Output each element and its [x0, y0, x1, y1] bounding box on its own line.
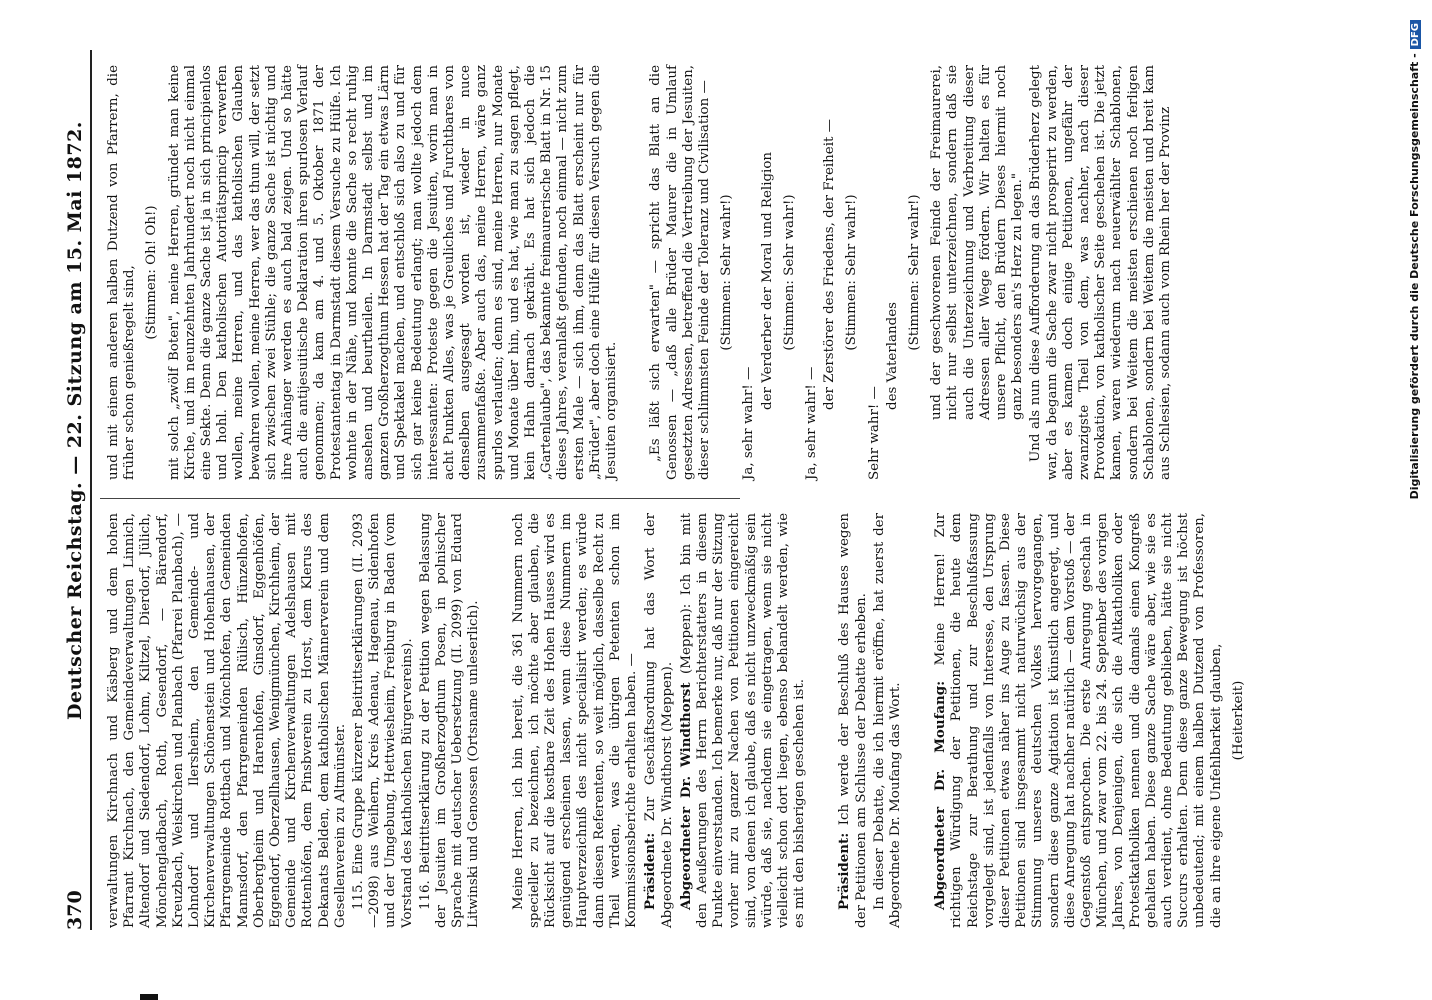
paragraph: Meine Herren, ich bin bereit, die 361 Nummern noch specieller zu bezeichnen, ich möchte aber glauben, die Rücksicht auf die kostbare Zeit des Hohen Hauses wird es genügend erscheinen lassen, wenn diese Nummern im Hauptverzeichniß des nicht specialisirt werden; es würde dann diesen Referenten, so weit möglich, dasselbe Recht zu Theil werden, was die übrigen Petenten schon im Kommissionsberichte erhalten haben. —: [510, 513, 640, 928]
column-divider: [100, 498, 740, 499]
left-column: [106, 513, 1253, 928]
speech-text: Zur Geschäftsordnung hat das Wort der Abgeordnete Dr. Windthorst (Meppen).: [643, 513, 675, 928]
quote-line: des Vaterlandes: [884, 301, 900, 410]
speaker-label: Abgeordneter Dr. Windthorst: [677, 682, 694, 910]
paragraph-speech: [642, 513, 675, 928]
quote-paragraph: und der geschworenen Feinde der Freimaurerei, nicht nur selbst unterzeichnen, sondern daß sie auch die Unterzeichnung und Verbreitung dieser Adressen aller Wege fördern. Wir halten es für unsere Pflicht, den Brüdern Dieses hiermit noch ganz besonders an's Herz zu legen.": [929, 65, 1026, 420]
quote-paragraph: „Es läßt sich erwarten" — spricht das Blatt an die Genossen — „daß alle Brüder Maurer die in Umlauf gesetzten Adressen, betreffend die Vertreibung der Jesuiten, dieser schlimmsten Feinde der Toleranz und Civilisation —: [648, 65, 712, 480]
paragraph-speech: [836, 513, 869, 928]
interjection: (Stimmen: Oh! Oh!): [144, 205, 160, 340]
quote-line: der Verderber der Moral und Religion: [759, 151, 775, 410]
paragraph: und mit einem anderen halben Dutzend von Pfarrern, die früher schon genießregelt sind,: [106, 65, 138, 480]
paragraph: 116. Beitrittserklärung zu der Petition wegen Belassung der Jesuiten im Großherzogthum Posen, in polnischer Sprache mit deutscher Uebersetzung (II. 2099) von Eduard Litwinski und Genossen (Ortsname unleserlich).: [417, 513, 482, 928]
paragraph: Ja, sehr wahr! —: [741, 366, 757, 480]
paragraph: Ja, sehr wahr! —: [803, 366, 819, 480]
interjection: (Stimmen: Sehr wahr!): [719, 194, 735, 351]
scan-edge-mark: [140, 994, 158, 1000]
interjection: (Heiterkeit): [1230, 680, 1246, 761]
footer-text: Digitalisierung gefördert durch die Deutsche Forschungsgemeinschaft -: [1408, 53, 1421, 500]
paragraph: In dieser Debatte, die ich hiermit eröffne, hat zuerst der Abgeordnete Dr. Moufang das Wort.: [871, 513, 903, 928]
paragraph-speech: [932, 513, 1225, 928]
dfg-badge: DFG: [1410, 20, 1421, 49]
speaker-label: Präsident:: [642, 832, 659, 910]
digitization-footer: [1408, 0, 1428, 1000]
interjection: (Stimmen: Sehr wahr!): [906, 194, 922, 351]
page-header: [64, 50, 92, 930]
speech-text: Meine Herren! Zur richtigen Würdigung der Petitionen, die heute dem Reichstage zur Berathung und zur Beschlußfassung vorgelegt sind, ist jedenfalls von Interesse, den Ursprung dieser Petitionen etwas näher ins Auge zu fassen. Diese Petitionen sind insgesammt nicht naturwüchsig aus der Stimmung unseres deutschen Volkes hervorgegangen, sondern diese ganze Agitation ist künstlich angeregt, und diese Anregung hat nachher natürlich — dem Vorstoß — der Gegenstoß entsprochen. Die erste Anregung geschah in München, und zwar vom 22. bis 24. September des vorigen Jahres, von Denjenigen, die sich die Altkatholiken oder Protestkatholiken nennen und die damals einen Kongreß gehalten haben. Diese ganze Sache wäre aber, wie sie es auch verdient, ohne Bedeutung geblieben, hätte sie nicht Succurs erhalten. Denn diese ganze Bewegung ist höchst unbedeutend; mit einem halben Dutzend von Professoren, die an ihre eigene Unfehlbarkeit glauben,: [933, 512, 1224, 928]
interjection: (Stimmen: Sehr wahr!): [844, 194, 860, 351]
running-title: Deutscher Reichstag. — 22. Sitzung am 15. Mai 1872.: [64, 121, 86, 720]
paragraph: Sehr wahr! —: [866, 386, 882, 480]
speech-text: (Meppen): Ich bin mit den Aeußerungen des Herrn Berichterstatters in diesem Punkte einverstanden. Ich bemerke nur, daß nur der Sitzung vorher mir zu ganzer Nachen von Petitionen eingereicht sind, von denen ich glaube, daß es nicht unzweckmäßig sein würde, daß sie, nachdem sie eingetragen, wenn sie nicht vielleicht schon dort liegen, ebenso behandelt werden, wie es mit den bisherigen geschehen ist.: [678, 512, 808, 928]
quote-line: der Zerstörer des Friedens, der Freiheit —: [822, 118, 838, 410]
paragraph: verwaltungen Kirchnach und Käsberg und dem hohen Pfarrant Kirchnach, den Gemeindeverwaltungen Linnich, Altendorf und Siedendorf, Lohm, Kiltzel, Dierdorf, Jülich, Mönchengladbach, Roth, Gesendorf, — Bärendorf, Kreuzbach, Weiskirchen und Planbach (Pfarrei Planbach), — Lohndorf und Ilersheim, den Gemeinde- und Kirchenverwaltungen Schönenstein und Hohenhausen, der Pfarrgemeinde Rottbach und Mönchhofen, den Gemeinden Mannsdorf, den Pfarrgemeinden Rülisch, Hünzelhofen, Oberbergheim und Harenhofen, Ginsdorf, Eggenhöfen, Eggendorf, Oberzellhausen, Wenigmünchen, Kirchheim, der Gemeinde und Kirchenverwaltungen Adelshausen mit Rottenhöfen, dem Pinsbverein zu Horst, dem Klerus des Dekanats Belden, dem katholischen Männerverein und dem Gesellenverein zu Altmünster.: [106, 513, 348, 928]
right-column: [106, 65, 1176, 480]
paragraph: 115. Eine Gruppe kürzerer Beitrittserklärungen (II. 2093—2098) aus Weihern, Kreis Adenau, Hagenau, Sidenhofen und der Umgebung, Hettwiesheim, Freiburg in Baden (vom Vorstand des katholischen Bürgervereins).: [351, 513, 415, 928]
interjection: (Stimmen: Sehr wahr!): [781, 194, 797, 351]
paragraph: mit solch „zwölf Boten", meine Herren, gründet man keine Kirche, und im neunzehnten Jahrhundert noch nicht einmal eine Sekte. Denn die ganze Sache ist ja in sich principienlos und hohl. Den katholischen Autoritätsprincip verwerfen wollen, meine Herren, und das katholischen Glauben bewahren wollen, meine Herren, wer das thun will, der setzt sich zwischen zwei Stühle; die ganze Sache ist nichtig und ihre Anhänger werden es auch bald zeigen. Und so hätte auch die antijesuitische Deklaration ihren spurlosen Verlauf genommen; da kam am 4. und 5. Oktober 1871 der Protestantentag in Darmstadt diesem Versuche zu Hülfe. Ich wohnte in der Nähe, und konnte die Sache so recht ruhig ansehen und beurtheilen. In Darmstadt selbst und im ganzen Großherzogthum Hessen hat der Tag ein etwas Lärm und Spektakel machen, und entschloß sich also zu und für sich gar keine Bedeutung erlangt; man wollte jedoch dem interessanten: Proteste gegen die Jesuiten, worin man in acht Punkten Alles, was je Greuliches und Furchtbares von denselben ausgesagt worden ist, wieder in nuce zusammenfaßte. Aber auch das, meine Herren, wäre ganz spurlos verlaufen; denn es sind, meine Herren, nur Monate und Monate über hin, und es hat, wie man zu sagen pflegt, kein Hahn darnach gekräht. Es hat sich jedoch die „Gartenlaube", das bekannte freimaurerische Blatt in Nr. 15 dieses Jahres, veranlaßt gefunden, noch einmal — nicht zum ersten Male — sich ihm, denn das Blatt erscheint nur für „Brüder", aber doch eine Hülfe für diesen Versuch gegen die Jesuiten organisiert.: [166, 65, 620, 480]
speaker-label: Präsident:: [836, 832, 853, 910]
page-number: 370: [64, 890, 86, 930]
speaker-label: Abgeordneter Dr. Moufang:: [932, 680, 949, 910]
paragraph-speech: [678, 513, 809, 928]
speech-text: Ich werde der Beschluß des Hauses wegen der Petitionen am Schlusse der Debatte erheben.: [837, 513, 869, 928]
paragraph: Und als nun diese Aufforderung an das Brüderherz gelegt war, da begann die Sache zwar nicht prosperirt zu werden, aber es kamen doch einige Petitionen, ungefähr der zwanzigste Theil von dem, was nachher, nach dieser Provokation, von katholischer Seite geschehen ist. Die jetzt kamen, waren wiederum nach neuerwählter Schablonen, sondern bei Weitem die meisten erschienen noch ferligen Schablonen, sondern bei Weitem die meisten und breit kam aus Schlesien, sodann auch vom Rhein her der Provinz: [1028, 65, 1173, 480]
